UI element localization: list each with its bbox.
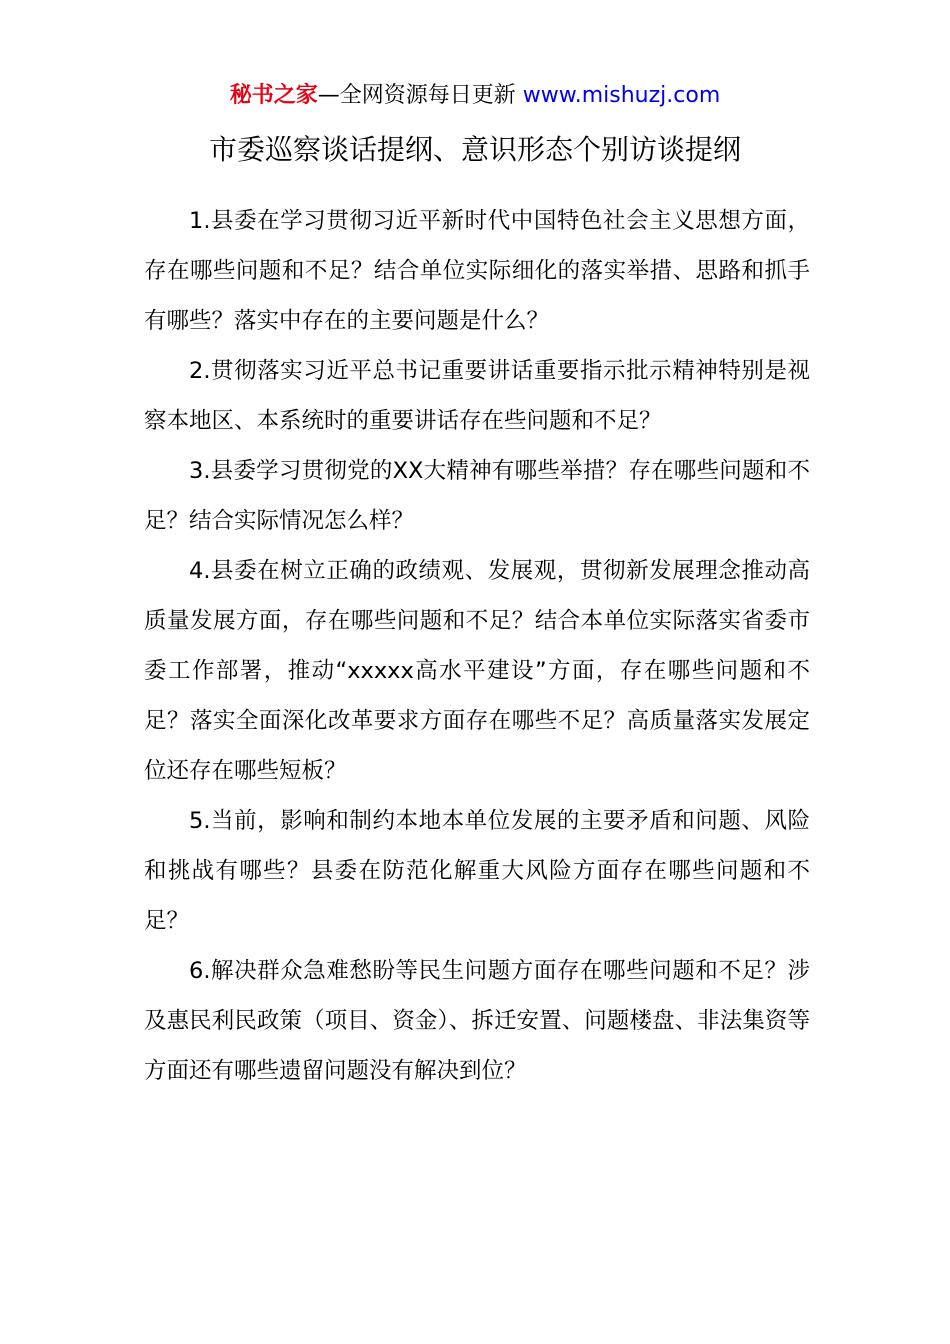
paragraph-4: 4.县委在树立正确的政绩观、发展观，贯彻新发展理念推动高质量发展方面，存在哪些问题和不足？结合本单位实际落实省委市委工作部署，推动“xxxxx高水平建设”方面，存在哪些问题和不足？落实全面深化改革要求方面存在哪些不足？高质量落实发展定位还存在哪些短板？ bbox=[144, 558, 810, 784]
site-header bbox=[0, 80, 950, 112]
site-tagline: —全网资源每日更新 bbox=[317, 83, 523, 108]
paragraph-2: 2.贯彻落实习近平总书记重要讲话重要指示批示精神特别是视察本地区、本系统时的重要讲话存在些问题和不足？ bbox=[144, 358, 810, 434]
site-brand: 秘书之家 bbox=[229, 83, 318, 108]
paragraph-5: 5.当前，影响和制约本地本单位发展的主要矛盾和问题、风险和挑战有哪些？县委在防范化解重大风险方面存在哪些问题和不足？ bbox=[144, 808, 810, 934]
paragraph-6: 6.解决群众急难愁盼等民生问题方面存在哪些问题和不足？涉及惠民利民政策（项目、资金）、拆迁安置、问题楼盘、非法集资等方面还有哪些遗留问题没有解决到位？ bbox=[144, 958, 810, 1084]
document-body bbox=[144, 196, 810, 1096]
paragraph-1: 1.县委在学习贯彻习近平新时代中国特色社会主义思想方面，存在哪些问题和不足？结合单位实际细化的落实举措、思路和抓手有哪些？落实中存在的主要问题是什么？ bbox=[144, 208, 810, 334]
paragraph-3: 3.县委学习贯彻党的XX大精神有哪些举措？存在哪些问题和不足？结合实际情况怎么样？ bbox=[144, 458, 810, 534]
document-title: 市委巡察谈话提纲、意识形态个别访谈提纲 bbox=[208, 133, 741, 166]
site-url-link[interactable]: www.mishuzj.com bbox=[522, 83, 721, 108]
